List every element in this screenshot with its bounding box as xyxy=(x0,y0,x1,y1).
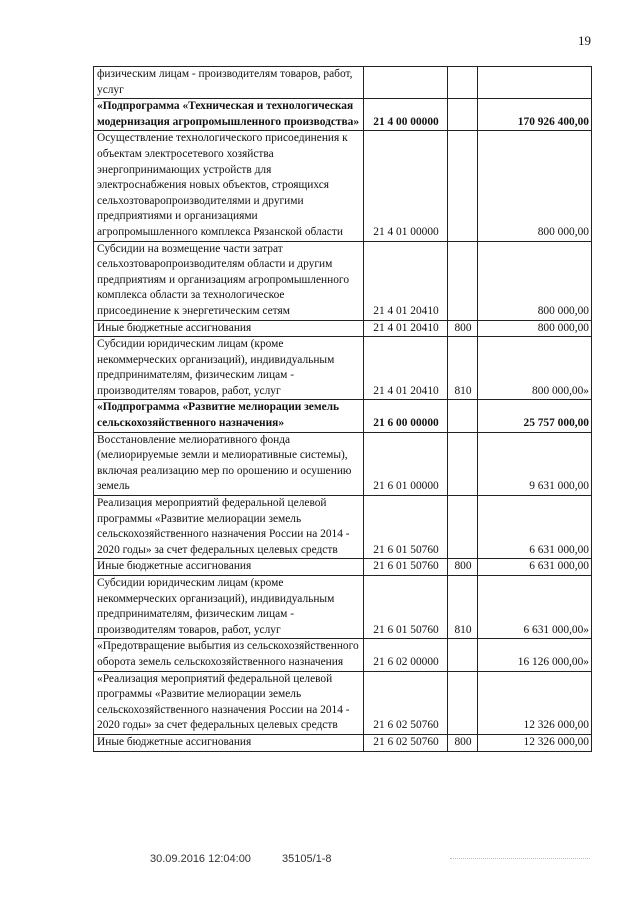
row-sum-cell: 800 000,00 xyxy=(478,131,592,241)
row-vr-cell xyxy=(448,400,478,432)
row-vr-cell xyxy=(448,241,478,320)
row-code-cell: 21 4 01 20410 xyxy=(364,320,448,337)
row-code-cell: 21 6 00 00000 xyxy=(364,400,448,432)
row-vr-cell xyxy=(448,131,478,241)
row-name-cell: «Подпрограмма «Развитие мелиорации земель сельскохозяйственного назначения» xyxy=(94,400,364,432)
table-row xyxy=(94,337,592,400)
table-row xyxy=(94,576,592,639)
row-code-cell: 21 6 01 50760 xyxy=(364,496,448,559)
row-sum-cell: 16 126 000,00» xyxy=(478,639,592,671)
footer-doc-number: 35105/1-8 xyxy=(282,853,332,865)
row-sum-cell xyxy=(478,67,592,99)
row-sum-cell: 9 631 000,00 xyxy=(478,432,592,495)
row-code-cell: 21 6 02 50760 xyxy=(364,734,448,751)
row-code-cell: 21 6 01 50760 xyxy=(364,559,448,576)
document-footer xyxy=(150,853,360,865)
row-sum-cell: 6 631 000,00» xyxy=(478,576,592,639)
row-sum-cell: 800 000,00 xyxy=(478,241,592,320)
row-name-cell: Восстановление мелиоративного фонда (мелиорируемые земли и мелиоративные системы), включая реализацию мер по орошению и осушению земель xyxy=(94,432,364,495)
table-row xyxy=(94,432,592,495)
row-sum-cell: 6 631 000,00 xyxy=(478,496,592,559)
footer-datetime: 30.09.2016 12:04:00 xyxy=(150,853,251,865)
row-vr-cell xyxy=(448,496,478,559)
row-vr-cell xyxy=(448,639,478,671)
row-name-cell: Осуществление технологического присоединения к объектам электросетевого хозяйства энергопринимающих устройств для электроснабжения новых объектов, строящихся сельхозтоваропроизводителями и другими предприятиями и организациями агропромышленного комплекса Рязанской области xyxy=(94,131,364,241)
row-vr-cell xyxy=(448,67,478,99)
row-code-cell: 21 6 01 50760 xyxy=(364,576,448,639)
page-number: 19 xyxy=(578,33,591,48)
row-name-cell: «Предотвращение выбытия из сельскохозяйственного оборота земель сельскохозяйственного назначения xyxy=(94,639,364,671)
row-sum-cell: 25 757 000,00 xyxy=(478,400,592,432)
row-code-cell: 21 4 01 00000 xyxy=(364,131,448,241)
row-code-cell: 21 6 01 00000 xyxy=(364,432,448,495)
table-row xyxy=(94,734,592,751)
table-row xyxy=(94,99,592,131)
row-vr-cell: 800 xyxy=(448,559,478,576)
row-name-cell: Иные бюджетные ассигнования xyxy=(94,559,364,576)
row-vr-cell: 810 xyxy=(448,576,478,639)
row-code-cell: 21 4 00 00000 xyxy=(364,99,448,131)
table-row xyxy=(94,559,592,576)
table-row xyxy=(94,671,592,734)
row-vr-cell xyxy=(448,432,478,495)
row-sum-cell: 12 326 000,00 xyxy=(478,734,592,751)
row-name-cell: «Реализация мероприятий федеральной целевой программы «Развитие мелиорации земель сельскохозяйственного назначения России на 2014 - 2020 годы» за счет федеральных целевых средств xyxy=(94,671,364,734)
row-name-cell: физическим лицам - производителям товаров, работ, услуг xyxy=(94,67,364,99)
table-row xyxy=(94,400,592,432)
row-code-cell: 21 6 02 00000 xyxy=(364,639,448,671)
row-name-cell: Субсидии юридическим лицам (кроме некоммерческих организаций), индивидуальным предпринимателям, физическим лицам - производителям товаров, работ, услуг xyxy=(94,337,364,400)
row-name-cell: Иные бюджетные ассигнования xyxy=(94,320,364,337)
row-vr-cell xyxy=(448,99,478,131)
row-name-cell: Реализация мероприятий федеральной целевой программы «Развитие мелиорации земель сельскохозяйственного назначения России на 2014 - 2020 годы» за счет федеральных целевых средств xyxy=(94,496,364,559)
scan-artifact xyxy=(450,858,590,860)
row-name-cell: Субсидии на возмещение части затрат сельхозтоваропроизводителям области и другим предприятиям и организациям агропромышленного комплекса области за технологическое присоединение к энергетическим сетям xyxy=(94,241,364,320)
table-row xyxy=(94,67,592,99)
budget-table xyxy=(93,66,592,752)
row-sum-cell: 800 000,00» xyxy=(478,337,592,400)
row-name-cell: Субсидии юридическим лицам (кроме некоммерческих организаций), индивидуальным предпринимателям, физическим лицам - производителям товаров, работ, услуг xyxy=(94,576,364,639)
table-row xyxy=(94,496,592,559)
row-sum-cell: 170 926 400,00 xyxy=(478,99,592,131)
table-row xyxy=(94,131,592,241)
table-row xyxy=(94,320,592,337)
table-row xyxy=(94,639,592,671)
row-code-cell: 21 4 01 20410 xyxy=(364,241,448,320)
row-sum-cell: 12 326 000,00 xyxy=(478,671,592,734)
row-name-cell: Иные бюджетные ассигнования xyxy=(94,734,364,751)
row-code-cell: 21 4 01 20410 xyxy=(364,337,448,400)
budget-table-body xyxy=(94,67,592,752)
row-sum-cell: 6 631 000,00 xyxy=(478,559,592,576)
row-sum-cell: 800 000,00 xyxy=(478,320,592,337)
row-code-cell: 21 6 02 50760 xyxy=(364,671,448,734)
row-vr-cell: 800 xyxy=(448,734,478,751)
row-vr-cell: 800 xyxy=(448,320,478,337)
row-vr-cell xyxy=(448,671,478,734)
row-vr-cell: 810 xyxy=(448,337,478,400)
row-name-cell: «Подпрограмма «Техническая и технологическая модернизация агропромышленного производства» xyxy=(94,99,364,131)
row-code-cell xyxy=(364,67,448,99)
table-row xyxy=(94,241,592,320)
